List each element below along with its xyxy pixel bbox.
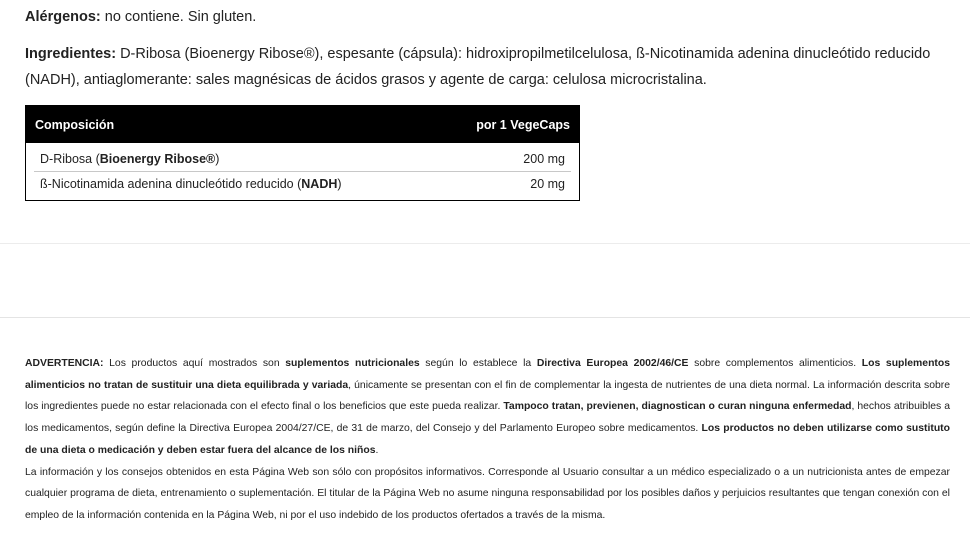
allergens-line — [25, 4, 950, 30]
ingredients-paragraph — [25, 41, 950, 93]
ingredient-amount: 200 mg — [523, 152, 565, 166]
section-divider — [0, 243, 970, 244]
ingredients-text: D-Ribosa (Bioenergy Ribose®), espesante (cápsula): hidroxipropilmetilcelulosa, ß-Nicotinamida adenina dinucleótido reducido (NADH), antiaglomerante: sales magnésicas de ácidos grasos y agente de carga: celulosa microcristalina. — [25, 46, 931, 88]
allergens-text: no contiene. Sin gluten. — [100, 9, 257, 25]
section-divider — [0, 317, 970, 318]
legal-warning — [25, 353, 950, 527]
composition-table — [25, 105, 580, 201]
allergens-label: Alérgenos: — [25, 9, 101, 25]
composition-header-serving: por 1 VegeCaps — [283, 106, 579, 144]
table-row — [34, 171, 571, 196]
composition-header-label: Composición — [26, 106, 284, 144]
ingredient-amount: 20 mg — [530, 177, 565, 191]
warning-paragraph-1: ADVERTENCIA: Los productos aquí mostrados son suplementos nutricionales según lo establece la Directiva Europea 2002/46/CE sobre complementos alimenticios. Los suplementos alimenticios no tratan de sustituir una dieta equilibrada y variada, únicamente se presentan con el fin de complementar la ingesta de nutrientes de una dieta normal. La información descrita sobre los ingredientes puede no estar relacionada con el efecto final o los beneficios que este pueda realizar. Tampoco tratan, previenen, diagnostican o curan ninguna enfermedad, hechos atribuibles a los medicamentos, según define la Directiva Europea 2004/27/CE, de 31 de marzo, del Consejo y del Parlamento Europeo sobre medicamentos. Los productos no deben utilizarse como sustituto de una dieta o medicación y deben estar fuera del alcance de los niños. — [25, 358, 951, 456]
table-row — [34, 147, 571, 171]
ingredient-name: D-Ribosa (Bioenergy Ribose®) — [40, 152, 220, 166]
composition-header-row — [26, 106, 580, 144]
ingredients-label: Ingredientes: — [25, 46, 117, 62]
warning-paragraph-2: La información y los consejos obtenidos en esta Página Web son sólo con propósitos informativos. Corresponde al Usuario consultar a un médico especializado o a un nutricionista antes de empezar cualquier programa de dieta, entrenamiento o suplementación. El titular de la Página Web no asume ninguna responsabilidad por los posibles daños y perjuicios resultantes que tengan conexión con el empleo de la información contenida en la Página Web, ni por el uso indebido de los productos ofertados a través de la misma. — [25, 466, 950, 521]
ingredient-name: ß-Nicotinamida adenina dinucleótido reducido (NADH) — [40, 177, 342, 191]
